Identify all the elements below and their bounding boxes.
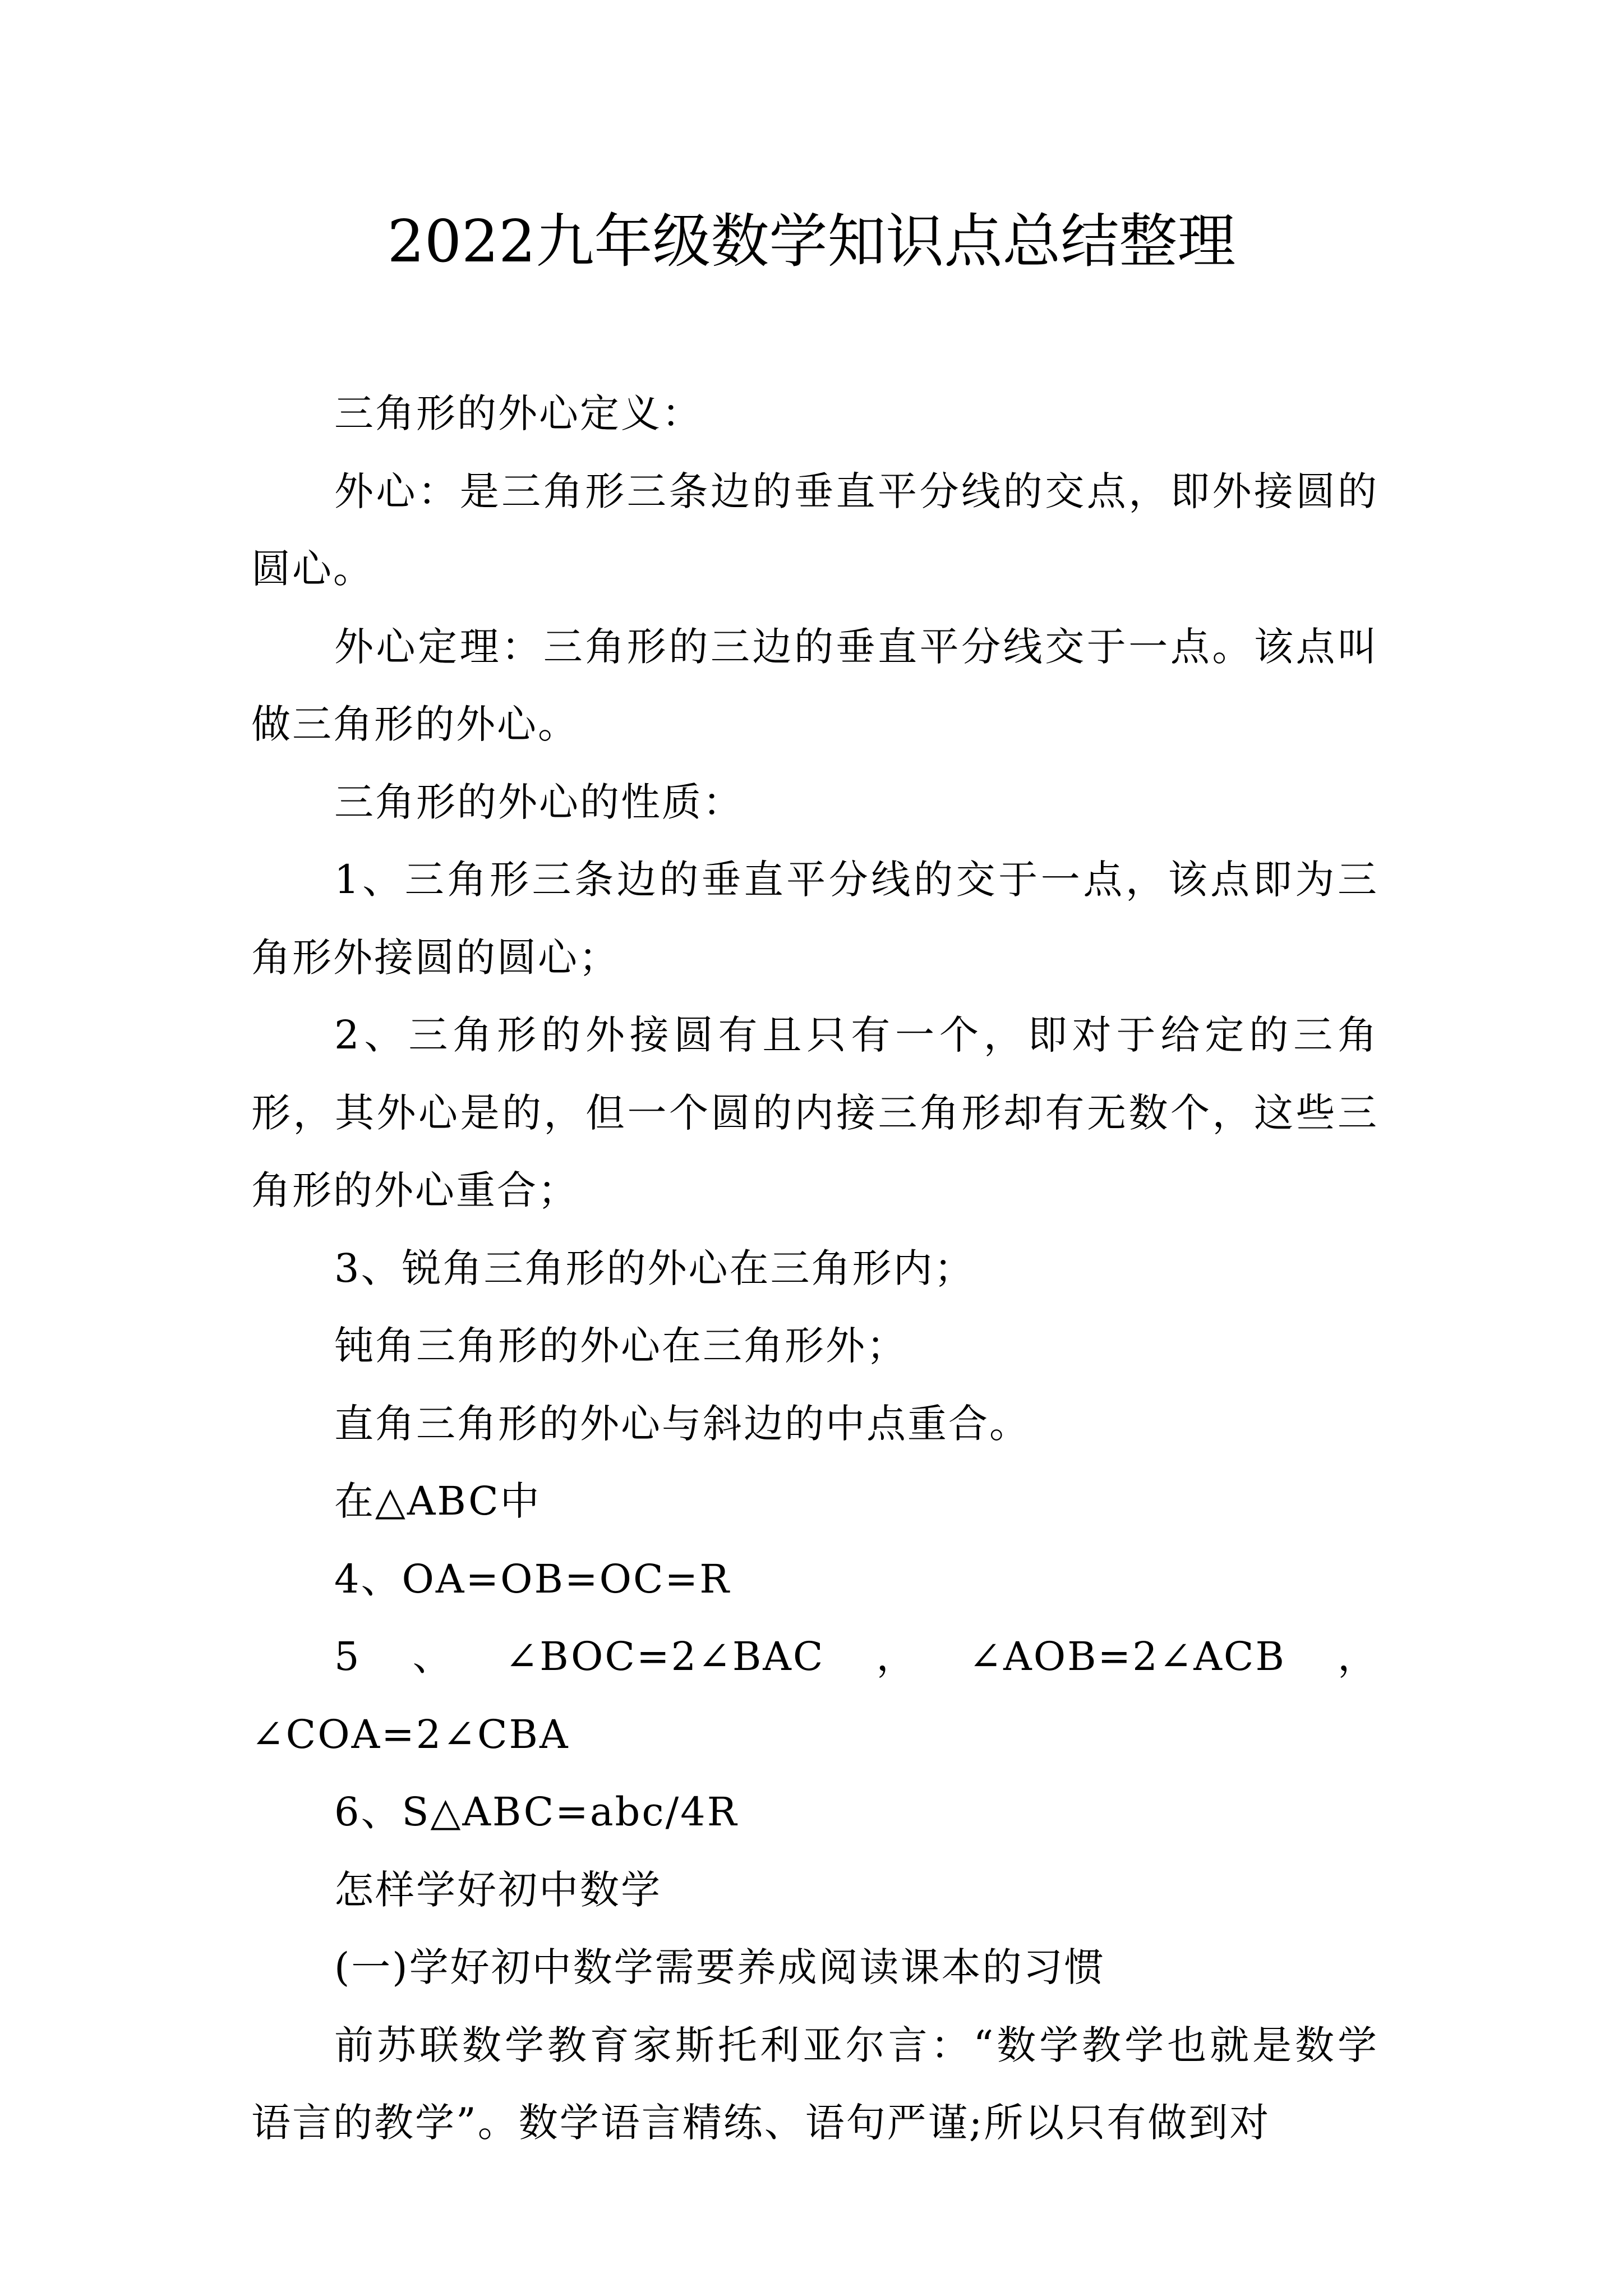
paragraph: 怎样学好初中数学	[334, 1866, 662, 1913]
page-title: 2022九年级数学知识点总结整理	[387, 207, 1236, 275]
paragraph: 外心定理：三角形的三边的垂直平分线交于一点。该点叫做三角形的外心。	[251, 623, 1378, 747]
paragraph: 6、S△ABC=abc/4R	[334, 1789, 739, 1835]
paragraph: 外心：是三角形三条边的垂直平分线的交点，即外接圆的圆心。	[251, 468, 1378, 592]
paragraph: 三角形的外心定义：	[334, 390, 703, 436]
paragraph: 5、∠BOC=2∠BAC，∠AOB=2∠ACB，∠COA=2∠CBA	[251, 1634, 1378, 1757]
paragraph: 2、三角形的外接圆有且只有一个，即对于给定的三角形，其外心是的，但一个圆的内接三角形却有无数个，这些三角形的外心重合；	[251, 1012, 1378, 1213]
paragraph: 前苏联数学教育家斯托利亚尔言：“数学教学也就是数学语言的教学”。数学语言精练、语句严谨;所以只有做到对	[251, 2022, 1378, 2146]
paragraph: (一)学好初中数学需要养成阅读课本的习惯	[334, 1944, 1105, 1990]
paragraph: 4、OA=OB=OC=R	[334, 1556, 731, 1602]
paragraph: 钝角三角形的外心在三角形外；	[334, 1323, 907, 1369]
document-body	[251, 375, 1378, 2162]
paragraph: 在△ABC中	[334, 1478, 541, 1524]
paragraph: 三角形的外心的性质：	[334, 779, 744, 825]
paragraph: 3、锐角三角形的外心在三角形内；	[334, 1245, 975, 1291]
paragraph: 1、三角形三条边的垂直平分线的交于一点，该点即为三角形外接圆的圆心；	[251, 857, 1378, 981]
paragraph: 直角三角形的外心与斜边的中点重合。	[334, 1400, 1030, 1447]
